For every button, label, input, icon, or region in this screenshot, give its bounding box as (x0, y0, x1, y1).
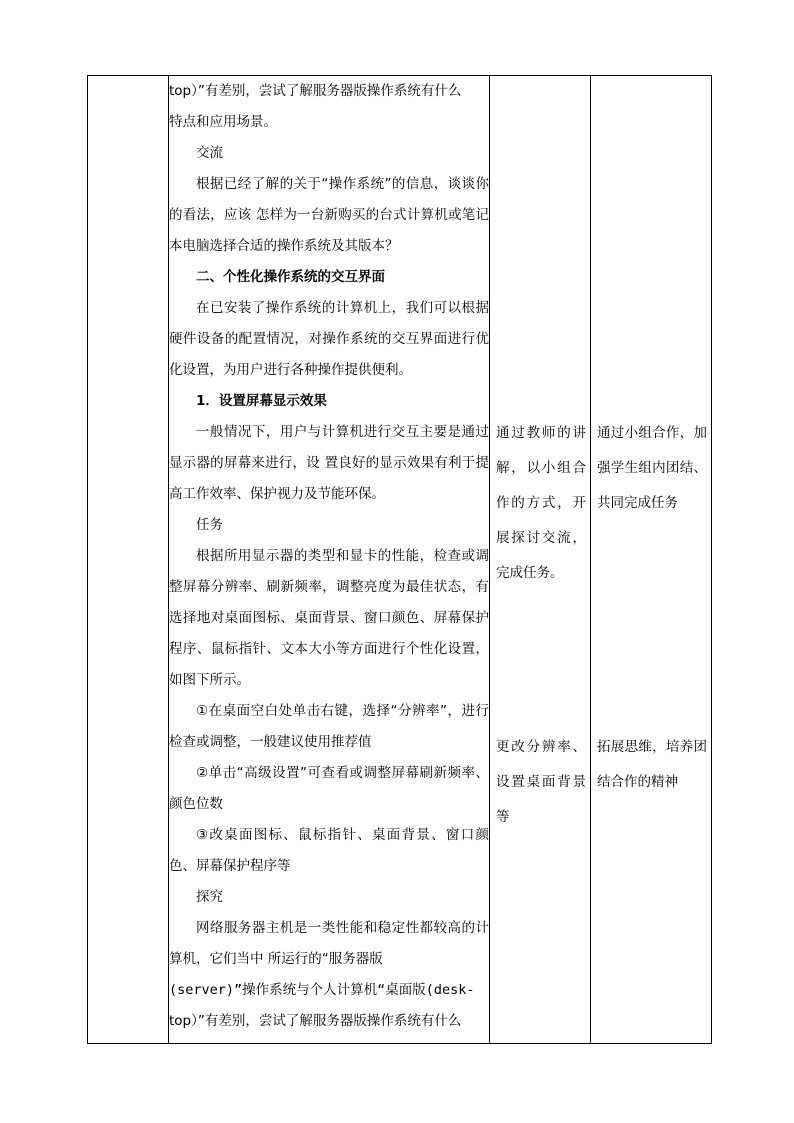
explore-text: 网络服务器主机是一类性能和稳定性都较高的计算机，它们当中 所运行的“服务器版 (169, 920, 489, 967)
task-text: 根据所用显示器的类型和显卡的性能，检查或调整屏幕分辨率、刷新频率，调整亮度为最佳状态，有选择地对桌面图标、桌面背景、窗口颜色、屏幕保护程序、鼠标指针、文本大小等方面进行个性化设置，如图下所示。 (169, 548, 489, 688)
lesson-plan-table (87, 75, 712, 1044)
step-3-text: ③改桌面图标、鼠标指针、桌面背景、窗口颜色、屏幕保护程序等 (169, 827, 489, 874)
step-1-text: ①在桌面空白处单击右键，选择“分辨率”，进行检查或调整，一般建议使用推荐值 (169, 703, 489, 750)
empty-left-cell (88, 76, 169, 1044)
intent-note-1: 通过小组合作，加强学生组内团结、共同完成任务 (597, 425, 707, 511)
explore-heading: 探究 (196, 889, 223, 905)
main-content-cell (169, 76, 490, 1044)
continued-text: top）”有差别，尝试了解服务器版操作系统有什么 特点和应用场景。 (169, 83, 462, 130)
intent-note-2: 拓展思维，培养团结合作的精神 (597, 739, 707, 790)
explore-text-cont: (server)”操作系统与个人计算机“桌面版(desk- (169, 982, 475, 998)
sub1-heading: 1．设置屏幕显示效果 (196, 393, 327, 409)
design-intent-cell (591, 76, 712, 1044)
teacher-note-2: 更改分辨率、设置桌面背景等 (496, 739, 586, 825)
explore-text-cont-2: top）”有差别，尝试了解服务器版操作系统有什么 (169, 1013, 462, 1029)
teacher-note-1: 通过教师的讲解，以小组合作的方式，开展探讨交流，完成任务。 (496, 425, 586, 581)
step-2-text: ②单击“高级设置”可查看或调整屏幕刷新频率、颜色位数 (169, 765, 489, 812)
sub1-text: 一般情况下，用户与计算机进行交互主要是通过显示器的屏幕来进行，设 置良好的显示效果有利于提高工作效率、保护视力及节能环保。 (169, 424, 489, 502)
exchange-heading: 交流 (196, 145, 223, 161)
teacher-activity-cell (490, 76, 591, 1044)
exchange-text: 根据已经了解的关于“操作系统”的信息，谈谈你的看法，应该 怎样为一台新购买的台式计算机或笔记本电脑选择合适的操作系统及其版本？ (169, 176, 489, 254)
task-heading: 任务 (196, 517, 223, 533)
section2-heading: 二、个性化操作系统的交互界面 (196, 269, 385, 285)
section2-text: 在已安装了操作系统的计算机上，我们可以根据硬件设备的配置情况，对操作系统的交互界面进行优化设置，为用户进行各种操作提供便利。 (169, 300, 489, 378)
